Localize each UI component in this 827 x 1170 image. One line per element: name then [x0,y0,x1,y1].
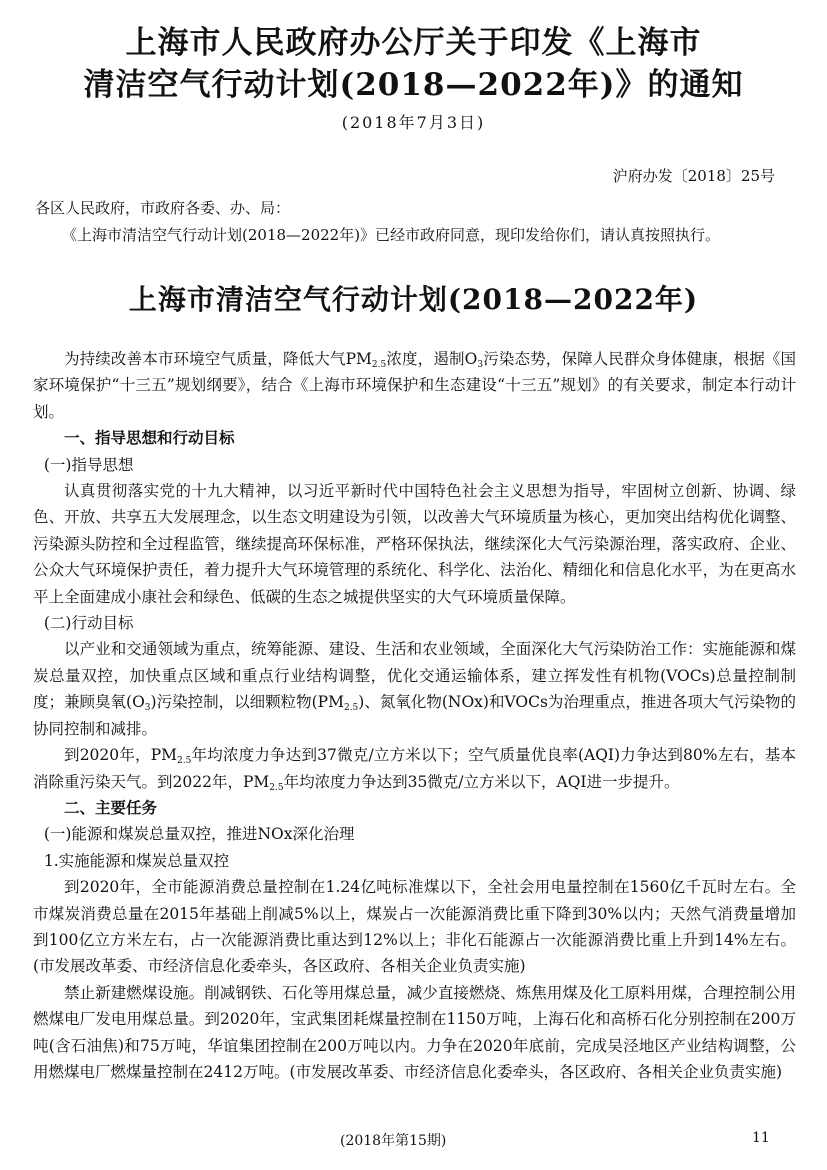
o3-subscript: 3 [144,703,151,714]
subsection-heading-energy: (一)能源和煤炭总量双控，推进NOx深化治理 [43,825,355,844]
document-number: 沪府办发〔2018〕25号 [612,167,775,185]
intro-text-a: 为持续改善本市环境空气质量，降低大气PM [64,350,372,368]
o3-subscript: 3 [477,360,484,370]
coal-paragraph: 禁止新建燃煤设施。削减钢铁、石化等用煤总量，减少直接燃烧、炼焦用煤及化工原料用煤，合理控制公用燃煤电厂发电用煤总量。到2020年，宝武集团耗煤量控制在1150万吨，上海石化和高桥石化分别控制在200万吨(含石油焦)和75万吨，华谊集团控制在200万吨以内。力争在2020年底前，完成吴泾地区产业结构调整，公用燃煤电厂燃煤量控制在2412万吨。(市发展改革委、市经济信息化委牵头，各区政府、各相关企业负责实施) [33,983,796,1081]
targets-paragraph [33,636,796,742]
notice-title-line2: 清洁空气行动计划(2018—2022年)》的通知 [83,67,744,103]
pm-subscript: 2.5 [371,360,387,370]
subsection-heading-targets: (二)行动目标 [43,614,134,633]
intro-paragraph [33,346,796,425]
page-number: 11 [752,1130,770,1146]
guiding-paragraph: 认真贯彻落实党的十九大精神，以习近平新时代中国特色社会主义思想为指导，牢固树立创新、协调、绿色、开放、共享五大发展理念，以生态文明建设为引领，以改善大气环境质量为核心，更加突出结构优化调整、污染源头防控和全过程监管，继续提高环保标准，严格环保执法，继续深化大气污染源治理，落实政府、企业、公众大气环境保护责任，着力提升大气环境管理的系统化、科学化、法治化、精细化和信息化水平，为在更高水平上全面建成小康社会和绿色、低碳的生态之城提供坚实的大气环境质量保障。 [33,482,796,606]
notice-date: (2018年7月3日) [341,113,486,132]
targets-text-b: )污染控制，以细颗粒物(PM [150,693,344,712]
targets-2020-text-a: 到2020年，PM [64,746,178,765]
section-heading-2: 二、主要任务 [64,797,158,817]
intro-text-c: 污染态势，保障人民群众身体健康，根据《国家环境保护“十三五”规划纲要》，结合《上海市环境保护和生态建设“十三五”规划》的有关要求，制定本行动计划。 [33,350,796,421]
notice-title-line1: 上海市人民政府办公厅关于印发《上海市 [125,25,702,61]
pm-subscript: 2.5 [343,703,359,714]
plan-body [33,346,796,1085]
section-heading-1: 一、指导思想和行动目标 [64,428,235,448]
subsection-heading-guiding: (一)指导思想 [43,455,134,474]
intro-text-b: 浓度，遏制O [386,350,478,368]
notice-text: 《上海市清洁空气行动计划(2018—2022年)》已经市政府同意，现印发给你们，请认真按照执行。 [62,226,721,244]
item-heading-energy-control: 1.实施能源和煤炭总量双控 [43,851,230,870]
pm-subscript: 2.5 [177,756,192,767]
issue-footer: (2018年第15期) [340,1133,447,1149]
addressees: 各区人民政府，市政府各委、办、局： [35,199,291,217]
targets-text-c: )、氮氧化物(NOx)和VOCs为治理重点，推进各项大气污染物的协同控制和减排。 [33,693,796,738]
plan-title: 上海市清洁空气行动计划(2018—2022年) [128,283,699,316]
energy-paragraph: 到2020年，全市能源消费总量控制在1.24亿吨标准煤以下，全社会用电量控制在1560亿千瓦时左右。全市煤炭消费总量在2015年基础上削减5%以上，煤炭占一次能源消费比重下降到30%以内；天然气消费量增加到100亿立方米左右，占一次能源消费比重达到12%以上；非化石能源占一次能源消费比重上升到14%左右。(市发展改革委、市经济信息化委牵头，各区政府、各相关企业负责实施) [33,878,796,976]
targets-2020-text-b: 年均浓度力争达到37微克/立方米以下；空气质量优良率(AQI)力争达到80%左右，基本消除重污染天气。到2022年，PM [33,746,796,791]
pm-subscript: 2.5 [269,782,284,793]
targets-2020-text-c: 年均浓度力争达到35微克/立方米以下，AQI进一步提升。 [283,772,680,791]
targets-text-a: 以产业和交通领域为重点，统筹能源、建设、生活和农业领域，全面深化大气污染防治工作：实施能源和煤炭总量双控，加快重点区域和重点行业结构调整，优化交通运输体系，建立挥发性有机物(VOCs)总量控制制度；兼顾臭氧(O [33,640,796,712]
targets-2020-paragraph [33,742,796,795]
